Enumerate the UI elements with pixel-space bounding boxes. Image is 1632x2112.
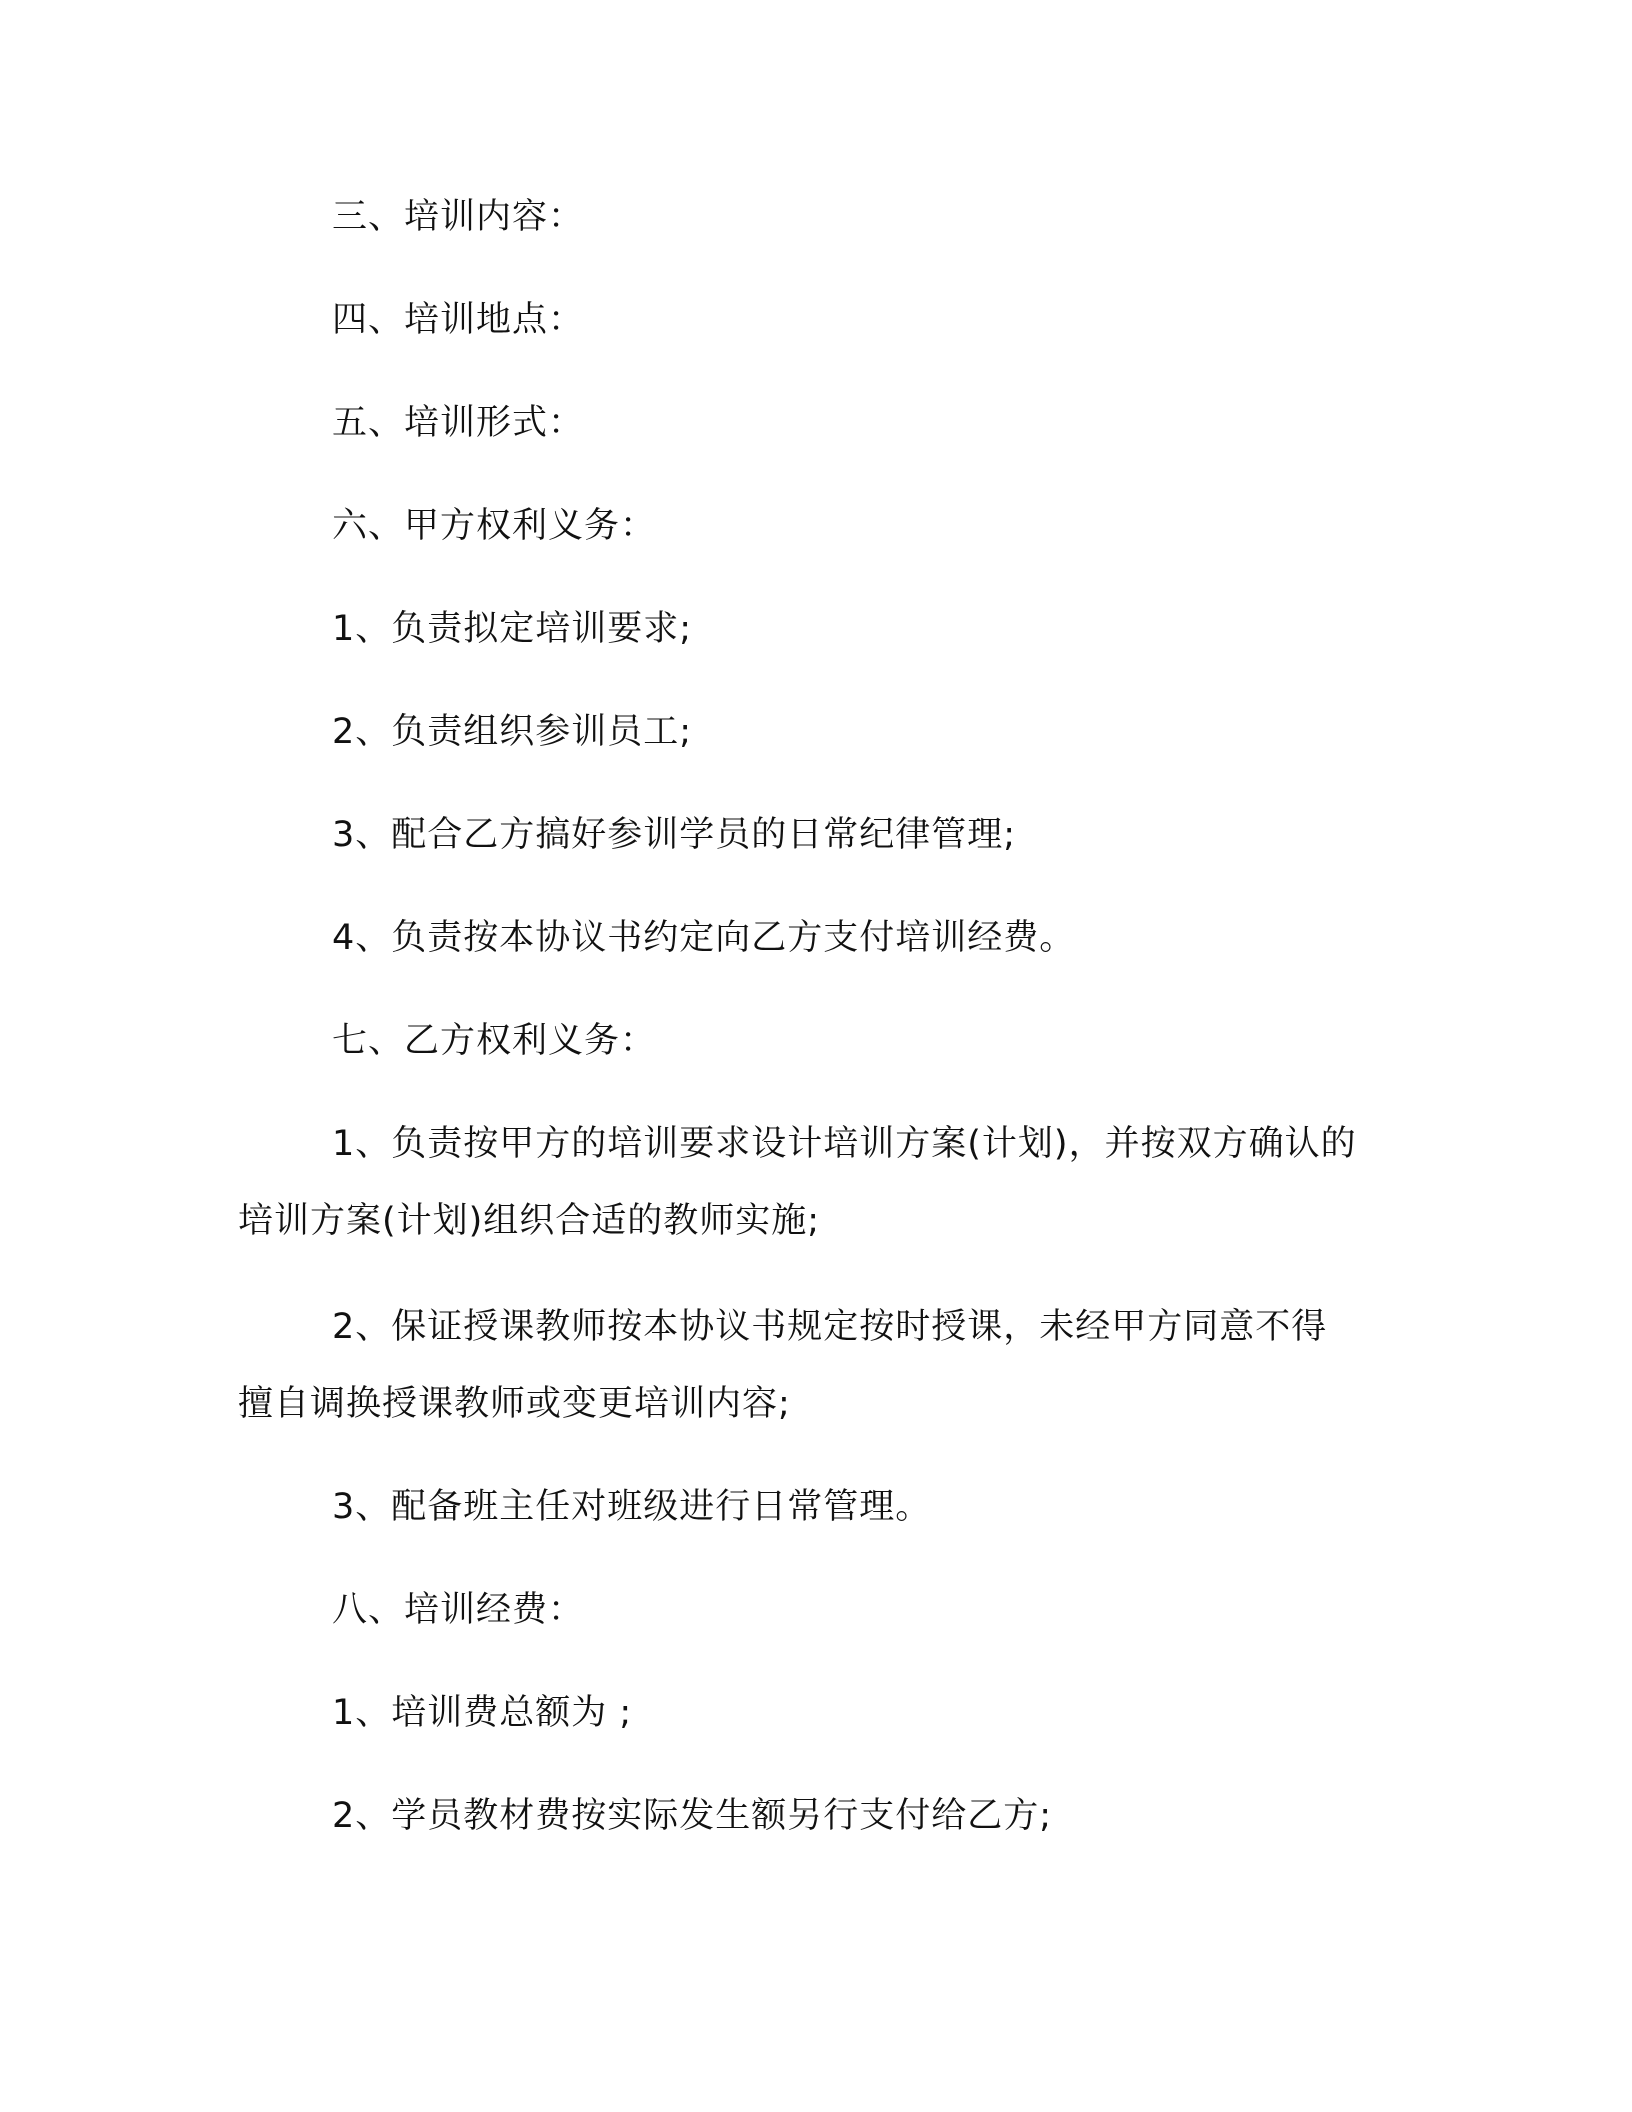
section-4-heading: 四、培训地点： — [332, 300, 585, 340]
party-a-duty-2: 2、负责组织参训员工; — [332, 712, 693, 752]
section-8-heading: 八、培训经费： — [332, 1590, 585, 1630]
party-a-duty-3: 3、配合乙方搞好参训学员的日常纪律管理; — [332, 815, 1017, 855]
section-6-heading: 六、甲方权利义务： — [332, 506, 657, 546]
fee-item-1: 1、培训费总额为 ; — [332, 1693, 633, 1733]
party-b-duty-3: 3、配备班主任对班级进行日常管理。 — [332, 1487, 932, 1527]
section-5-heading: 五、培训形式： — [332, 403, 585, 443]
party-b-duty-1-line-2: 培训方案(计划)组织合适的教师实施; — [238, 1201, 821, 1241]
party-b-duty-2-line-1: 2、保证授课教师按本协议书规定按时授课，未经甲方同意不得 — [332, 1307, 1328, 1347]
party-b-duty-2-line-2: 擅自调换授课教师或变更培训内容; — [238, 1384, 791, 1424]
section-7-heading: 七、乙方权利义务： — [332, 1021, 657, 1061]
party-b-duty-1-line-1: 1、负责按甲方的培训要求设计培训方案(计划)，并按双方确认的 — [332, 1124, 1357, 1164]
fee-item-2: 2、学员教材费按实际发生额另行支付给乙方; — [332, 1796, 1053, 1836]
party-a-duty-4: 4、负责按本协议书约定向乙方支付培训经费。 — [332, 918, 1076, 958]
party-a-duty-1: 1、负责拟定培训要求; — [332, 609, 693, 649]
section-3-heading: 三、培训内容： — [332, 197, 585, 237]
